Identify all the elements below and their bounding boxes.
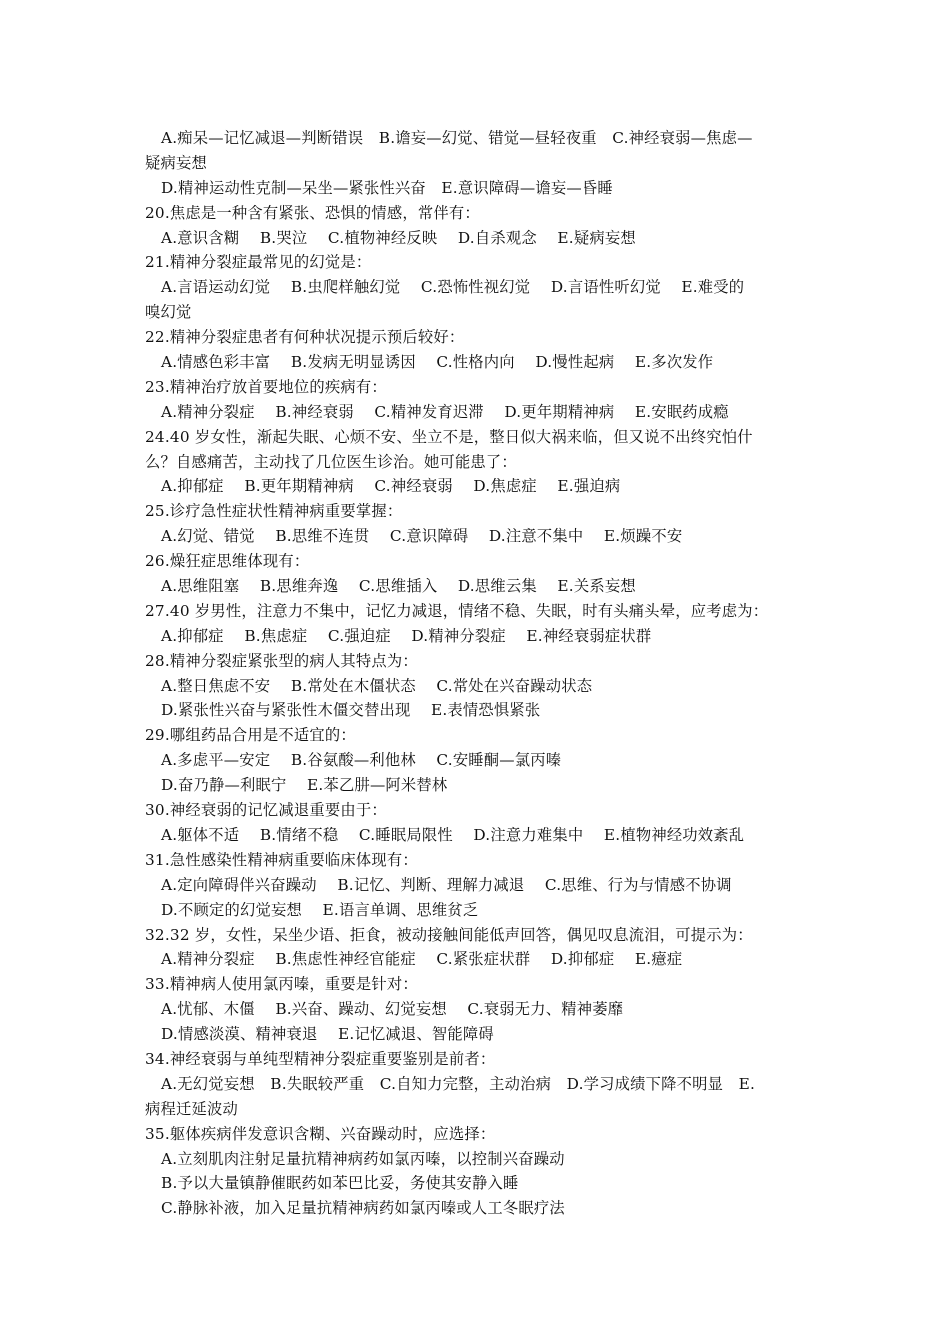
- answer-options-line: D.情感淡漠、精神衰退 E.记忆减退、智能障碍: [161, 1025, 494, 1044]
- answer-options-line: D.奋乃静—利眠宁 E.苯乙肼—阿米替林: [161, 776, 448, 795]
- question-line: 25.诊疗急性症状性精神病重要掌握：: [145, 502, 403, 521]
- answer-options-line: B.予以大量镇静催眠药如苯巴比妥，务使其安静入睡: [161, 1174, 519, 1193]
- answer-options-line: A.躯体不适 B.情绪不稳 C.睡眠局限性 D.注意力难集中 E.植物神经功效紊乱: [161, 825, 745, 844]
- question-line: 24.40 岁女性，渐起失眠、心烦不安、坐立不是，整日似大祸来临，但又说不出终究怕什: [145, 427, 753, 446]
- answer-options-line: C.静脉补液，加入足量抗精神病药如氯丙嗪或人工冬眠疗法: [161, 1199, 565, 1218]
- question-line: 30.神经衰弱的记忆减退重要由于：: [145, 801, 387, 820]
- question-line: 28.精神分裂症紧张型的病人其特点为：: [145, 651, 418, 670]
- question-line: 21.精神分裂症最常见的幻觉是：: [145, 253, 372, 272]
- answer-options-line: A.无幻觉妄想 B.失眠较严重 C.自知力完整，主动治病 D.学习成绩下降不明显 E.: [161, 1074, 756, 1093]
- answer-options-line: A.整日焦虑不安 B.常处在木僵状态 C.常处在兴奋躁动状态: [161, 676, 593, 695]
- question-line: 么？自感痛苦，主动找了几位医生诊治。她可能患了：: [145, 452, 517, 471]
- question-line: 33.精神病人使用氯丙嗪，重要是针对：: [145, 975, 418, 994]
- question-line: 32.32 岁，女性，呆坐少语、拒食，被动接触间能低声回答，偶见叹息流泪，可提示为：: [145, 925, 753, 944]
- question-line: 34.神经衰弱与单纯型精神分裂症重要鉴别是前者：: [145, 1049, 496, 1068]
- answer-options-line: A.幻觉、错觉 B.思维不连贯 C.意识障碍 D.注意不集中 E.烦躁不安: [161, 527, 683, 546]
- question-line: 26.燥狂症思维体现有：: [145, 552, 310, 571]
- document-page: [145, 126, 813, 1221]
- answer-options-line: A.痴呆—记忆减退—判断错误 B.谵妄—幻觉、错觉—昼轻夜重 C.神经衰弱—焦虑—: [161, 129, 753, 147]
- question-line: 27.40 岁男性，注意力不集中，记忆力减退，情绪不稳、失眠，时有头痛头晕，应考虑为：: [145, 601, 769, 620]
- question-line: 31.急性感染性精神病重要临床体现有：: [145, 850, 418, 869]
- question-line: 疑病妄想: [145, 153, 207, 172]
- question-line: 35.躯体疾病伴发意识含糊、兴奋躁动时，应选择：: [145, 1124, 496, 1143]
- question-line: 22.精神分裂症患者有何种状况提示预后较好：: [145, 328, 465, 347]
- question-line: 20.焦虑是一种含有紧张、恐惧的情感，常伴有：: [145, 203, 480, 222]
- answer-options-line: A.精神分裂症 B.神经衰弱 C.精神发育迟滞 D.更年期精神病 E.安眠药成瘾: [161, 402, 729, 421]
- answer-options-line: A.立刻肌肉注射足量抗精神病药如氯丙嗪，以控制兴奋躁动: [161, 1149, 565, 1168]
- answer-options-line: A.思维阻塞 B.思维奔逸 C.思维插入 D.思维云集 E.关系妄想: [161, 577, 636, 596]
- answer-options-line: A.精神分裂症 B.焦虑性神经官能症 C.紧张症状群 D.抑郁症 E.癔症: [161, 950, 683, 969]
- answer-options-line: A.抑郁症 B.焦虑症 C.强迫症 D.精神分裂症 E.神经衰弱症状群: [161, 626, 652, 645]
- answer-options-line: D.紧张性兴奋与紧张性木僵交替出现 E.表情恐惧紧张: [161, 701, 541, 720]
- question-line: 29.哪组药品合用是不适宜的：: [145, 726, 356, 745]
- answer-options-line: A.定向障碍伴兴奋躁动 B.记忆、判断、理解力减退 C.思维、行为与情感不协调: [161, 875, 732, 894]
- answer-options-line: A.多虑平—安定 B.谷氨酸—利他林 C.安睡酮—氯丙嗪: [161, 751, 562, 770]
- question-line: 23.精神治疗放首要地位的疾病有：: [145, 377, 387, 396]
- answer-options-line: D.不顾定的幻觉妄想 E.语言单调、思维贫乏: [161, 900, 479, 919]
- answer-options-line: D.精神运动性克制—呆坐—紧张性兴奋 E.意识障碍—谵妄—昏睡: [161, 178, 613, 197]
- answer-options-line: A.抑郁症 B.更年期精神病 C.神经衰弱 D.焦虑症 E.强迫病: [161, 477, 621, 496]
- answer-options-line: A.情感色彩丰富 B.发病无明显诱因 C.性格内向 D.慢性起病 E.多次发作: [161, 353, 714, 372]
- question-line: 病程迁延波动: [145, 1099, 238, 1118]
- answer-options-line: A.意识含糊 B.哭泣 C.植物神经反映 D.自杀观念 E.疑病妄想: [161, 228, 636, 247]
- answer-options-line: A.忧郁、木僵 B.兴奋、躁动、幻觉妄想 C.衰弱无力、精神萎靡: [161, 1000, 624, 1019]
- question-line: 嗅幻觉: [145, 303, 192, 322]
- answer-options-line: A.言语运动幻觉 B.虫爬样触幻觉 C.恐怖性视幻觉 D.言语性听幻觉 E.难受的: [161, 278, 745, 297]
